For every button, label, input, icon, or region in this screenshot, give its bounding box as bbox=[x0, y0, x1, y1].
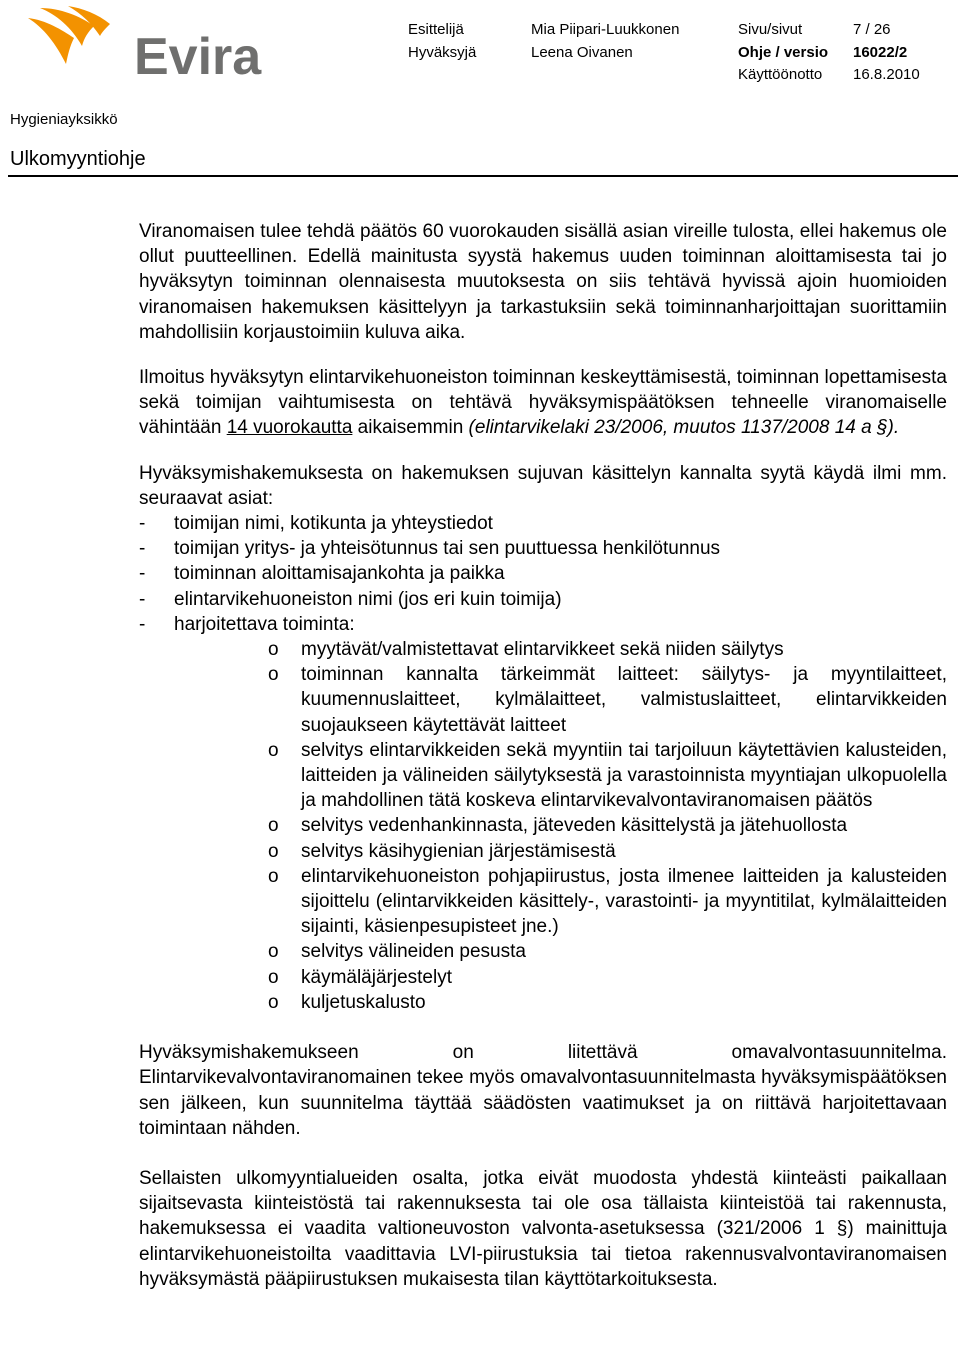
department-name: Hygieniayksikkö bbox=[10, 111, 118, 128]
evira-emblem-icon bbox=[28, 6, 110, 64]
header-divider bbox=[8, 175, 958, 177]
list-item: - harjoitettava toiminta: bbox=[139, 613, 355, 635]
version-number: 16022/2 bbox=[853, 44, 908, 61]
sub-list-item: o selvitys vedenhankinnasta, jäteveden käsittelystä ja jätehuollosta bbox=[268, 815, 848, 837]
approver-label: Hyväksyjä bbox=[408, 44, 477, 61]
sub-list-item: o toiminnan kannalta tärkeimmät laitteet: säilytys- ja myyntilaitteet, kuumennuslaitteet, kylmälaitteet, valmistuslaitteet, elintarvikkeiden suojaukseen käytettävät laitteet bbox=[268, 664, 947, 736]
effective-date: 16.8.2010 bbox=[853, 66, 920, 83]
sub-list-item: o selvitys elintarvikkeiden sekä myyntiin tai tarjoiluun käytettävien kalusteiden, laitteiden ja välineiden säilytyksestä ja varastoinnista myyntiajan ulkopuolella ja mahdollinen tätä koskeva elintarvikevalvontaviranomaisen päätös bbox=[268, 739, 947, 812]
logo-wordmark: Evira bbox=[134, 28, 262, 82]
sub-list-item: o selvitys välineiden pesusta bbox=[268, 941, 526, 963]
list-item: - toimijan yritys- ja yhteisötunnus tai sen puuttuessa henkilötunnus bbox=[139, 538, 721, 560]
list-item: - toimijan nimi, kotikunta ja yhteystiedot bbox=[139, 513, 493, 535]
sub-list-item: o myytävät/valmistettavat elintarvikkeet sekä niiden säilytys bbox=[268, 639, 784, 661]
sub-list-item: o kuljetuskalusto bbox=[268, 991, 426, 1013]
notification-text-cont: aikaisemmin bbox=[357, 417, 464, 439]
requirements-list bbox=[139, 511, 947, 1015]
sub-list-item: o käymäläjärjestelyt bbox=[268, 966, 452, 988]
page-label: Sivu/sivut bbox=[738, 21, 803, 38]
presenter-name: Mia Piipari-Luukkonen bbox=[531, 21, 680, 38]
version-label: Ohje / versio bbox=[738, 44, 829, 61]
effective-date-label: Käyttöönotto bbox=[738, 66, 823, 83]
notification-text: Ilmoitus hyväksytyn elintarvikehuoneiston toiminnan keskeyttämisestä, toiminnan lopettamisesta sekä toimijan vaihtumisesta on tehtävä hyväksymispäätöksen tehneelle viranomaiselle vähintään bbox=[139, 367, 947, 439]
document-title: Ulkomyyntiohje bbox=[10, 148, 146, 170]
document-body bbox=[139, 219, 947, 1292]
law-reference: (elintarvikelaki 23/2006, muutos 1137/2008 14 a §). bbox=[468, 417, 900, 439]
evira-logo bbox=[22, 4, 274, 82]
paragraph-decision-deadline: Viranomaisen tulee tehdä päätös 60 vuorokauden sisällä asian vireille tulosta, ellei hakemus ole ollut puutteellinen. Edellä mainitusta syystä hakemus uuden toiminnan aloittamisesta tai jo hyväksytyn toiminnan olennaisesta muutoksesta on siis tehtävä hyvissä ajoin huomioiden viranomaisen hakemuksen käsittelyyn ja tarkastuksiin sekä toiminnanharjoittajan suorittamiin mahdollisiin korjaustoimiin kuluva aika. bbox=[139, 221, 947, 343]
sub-list-item: o selvitys käsihygienian järjestämisestä bbox=[268, 840, 616, 862]
paragraph-outdoor-sales-areas: Sellaisten ulkomyyntialueiden osalta, jotka eivät muodosta yhdestä kiinteästi paikallaan sijaitsevasta kiinteistöstä tai rakennuksesta tai ole osa tällaista kiinteistöä tai rakennusta, hakemuksessa ei vaadita valtioneuvoston valvonta-asetuksessa (321/2006 1 §) mainittuja elintarvikehuoneistoilta vaadittavia LVI-piirustuksia tai tietoa rakennusvalvontaviranomaisen hyväksymästä pääpiirustuksen mukaisesta tilan käyttötarkoituksesta. bbox=[139, 1167, 947, 1290]
sub-list-item: o elintarvikehuoneiston pohjapiirustus, josta ilmenee laitteiden ja kalusteiden sijoittelu (elintarvikkeiden käsittely-, varastointi- ja myyntitilat, kylmälaitteiden sijainti, käsienpesupisteet jne.) bbox=[268, 865, 947, 938]
approver-name: Leena Oivanen bbox=[531, 44, 633, 61]
presenter-label: Esittelijä bbox=[408, 21, 464, 38]
page-number: 7 / 26 bbox=[853, 21, 891, 38]
notification-deadline: 14 vuorokautta bbox=[226, 417, 353, 439]
paragraph-self-monitoring: Hyväksymishakemukseen on liitettävä omavalvontasuunnitelma. Elintarvikevalvontaviranomainen tekee myös omavalvontasuunnitelmasta hyväksymispäätöksen sen jälkeen, kun suunnitelma täyttää säädösten vaatimukset ja on riittävä harjoitettavaan toimintaan nähden. bbox=[139, 1042, 947, 1139]
list-item: - toiminnan aloittamisajankohta ja paikka bbox=[139, 563, 505, 585]
paragraph-application-contents: Hyväksymishakemuksesta on hakemuksen sujuvan käsittelyn kannalta syytä käydä ilmi mm. seuraavat asiat: bbox=[139, 462, 947, 509]
list-item: - elintarvikehuoneiston nimi (jos eri kuin toimija) bbox=[139, 588, 562, 610]
paragraph-notification bbox=[139, 365, 947, 441]
